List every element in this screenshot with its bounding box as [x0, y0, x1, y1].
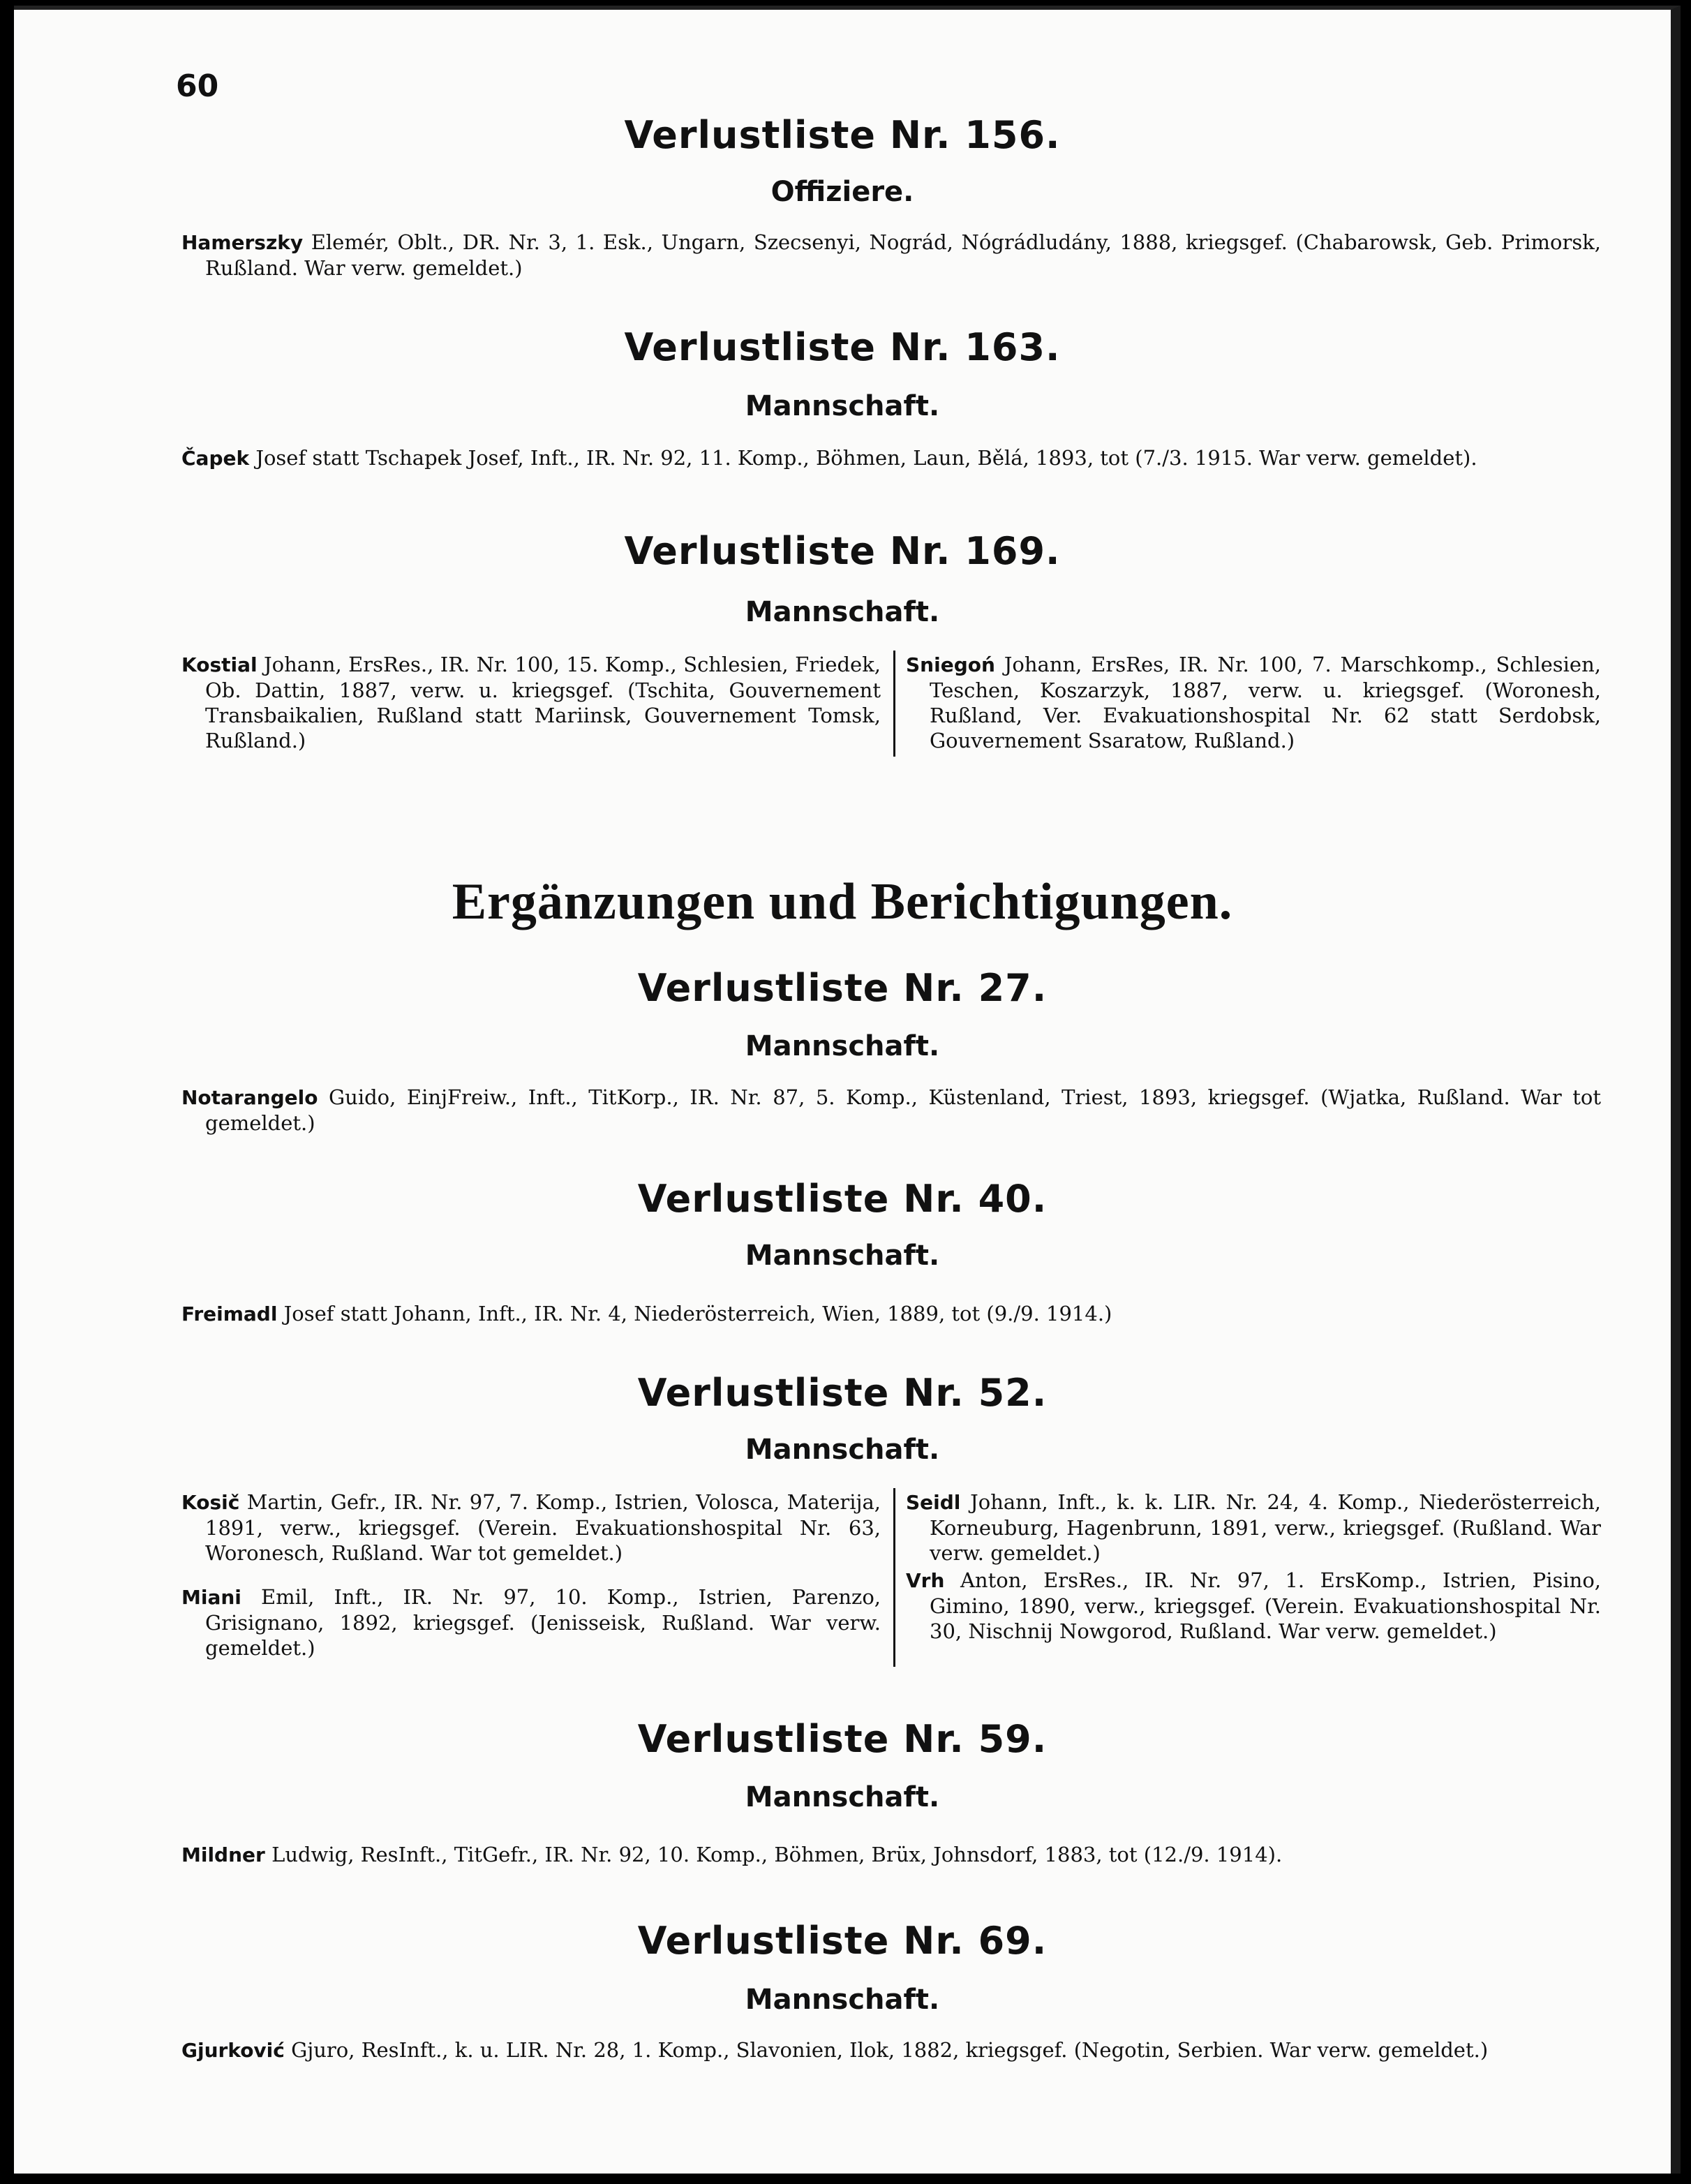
entry-text: Anton, ErsRes., IR. Nr. 97, 1. ErsKomp., Istrien, Pisino, Gimino, 1890, verw., kriegsgef. (Verein. Evakuationshospital Nr. 30, Nischnij Nowgorod, Rußland. War verw. gemeldet.) — [930, 1568, 1601, 1643]
list-item — [181, 1301, 1601, 1327]
section-subtitle: Mannschaft. — [745, 1781, 940, 1813]
section-title: Verlustliste Nr. 52. — [637, 1371, 1048, 1415]
section-title: Verlustliste Nr. 27. — [637, 966, 1048, 1010]
entry-text: Johann, Inft., k. k. LIR. Nr. 24, 4. Komp., Niederösterreich, Korneuburg, Hagenbrunn, 1891, verw., kriegsgef. (Rußland. War verw. gemeldet.) — [930, 1490, 1602, 1565]
section-title: Verlustliste Nr. 69. — [637, 1919, 1048, 1963]
entry-name: Hamerszky — [181, 231, 304, 254]
section-subtitle: Mannschaft. — [745, 1434, 940, 1466]
list-item — [181, 2037, 1601, 2063]
entry-name: Mildner — [181, 1843, 265, 1866]
list-item — [906, 1568, 1601, 1644]
entry-name: Vrh — [906, 1569, 945, 1592]
list-item — [181, 1085, 1601, 1136]
list-item — [181, 1842, 1601, 1868]
entry-name: Gjurković — [181, 2039, 285, 2062]
section-subtitle: Mannschaft. — [745, 1030, 940, 1062]
section-subtitle: Mannschaft. — [745, 596, 940, 628]
entry-name: Freimadl — [181, 1302, 278, 1325]
entry-text: Johann, ErsRes., IR. Nr. 100, 15. Komp., Schlesien, Friedek, Ob. Dattin, 1887, verw. u. kriegsgef. (Tschita, Gouvernement Transbaikalien, Rußland statt Mariinsk, Gouvernement Tomsk, Rußland.) — [205, 653, 881, 752]
list-item — [181, 652, 881, 753]
document-page — [14, 6, 1681, 2174]
entry-name: Sniegoń — [906, 653, 995, 676]
list-item — [181, 1490, 881, 1566]
section-title: Verlustliste Nr. 169. — [624, 529, 1061, 573]
section-subtitle: Mannschaft. — [745, 1984, 940, 2016]
section-subtitle: Mannschaft. — [745, 390, 940, 422]
entry-text: Ludwig, ResInft., TitGefr., IR. Nr. 92, 10. Komp., Böhmen, Brüx, Johnsdorf, 1883, tot (12./9. 1914). — [271, 1843, 1283, 1866]
entry-text: Johann, ErsRes, IR. Nr. 100, 7. Marschkomp., Schlesien, Teschen, Koszarzyk, 1887, verw. u. kriegsgef. (Woronesh, Rußland, Ver. Evakuationshospital Nr. 62 statt Serdobsk, Gouvernement Ssaratow, Rußland.) — [930, 653, 1601, 752]
list-item — [906, 1490, 1601, 1566]
entry-name: Seidl — [906, 1491, 961, 1514]
entry-name: Čapek — [181, 447, 250, 470]
section-title: Verlustliste Nr. 40. — [637, 1177, 1048, 1221]
list-item — [906, 652, 1601, 753]
list-item — [181, 1584, 881, 1661]
list-item — [181, 445, 1601, 471]
section-title: Verlustliste Nr. 163. — [624, 325, 1061, 369]
entry-name: Kosič — [181, 1491, 240, 1514]
entry-name: Notarangelo — [181, 1086, 318, 1109]
section-title: Verlustliste Nr. 59. — [637, 1717, 1048, 1761]
page-number: 60 — [176, 68, 219, 104]
entry-text: Josef statt Tschapek Josef, Inft., IR. Nr. 92, 11. Komp., Böhmen, Laun, Bělá, 1893, tot (7./3. 1915. War verw. gemeldet). — [255, 446, 1477, 470]
section-subtitle: Offiziere. — [770, 176, 914, 208]
entry-text: Emil, Inft., IR. Nr. 97, 10. Komp., Istrien, Parenzo, Grisignano, 1892, kriegsgef. (Jenisseisk, Rußland. War verw. gemeldet.) — [205, 1585, 881, 1660]
column-divider — [893, 651, 895, 757]
section-title: Verlustliste Nr. 156. — [624, 113, 1061, 157]
entry-name: Kostial — [181, 653, 258, 676]
entry-text: Josef statt Johann, Inft., IR. Nr. 4, Niederösterreich, Wien, 1889, tot (9./9. 1914.) — [283, 1302, 1112, 1325]
entry-name: Miani — [181, 1586, 241, 1609]
entry-text: Martin, Gefr., IR. Nr. 97, 7. Komp., Istrien, Volosca, Materija, 1891, verw., kriegsgef. (Verein. Evakuationshospital Nr. 63, Woronesch, Rußland. War tot gemeldet.) — [205, 1490, 881, 1565]
section-subtitle: Mannschaft. — [745, 1240, 940, 1272]
column-divider — [893, 1488, 895, 1667]
list-item — [181, 230, 1601, 281]
entry-text: Gjuro, ResInft., k. u. LIR. Nr. 28, 1. Komp., Slavonien, Ilok, 1882, kriegsgef. (Negotin, Serbien. War verw. gemeldet.) — [291, 2038, 1489, 2062]
page-title: Ergänzungen und Berichtigungen. — [452, 873, 1233, 930]
entry-text: Guido, EinjFreiw., Inft., TitKorp., IR. Nr. 87, 5. Komp., Küstenland, Triest, 1893, kriegsgef. (Wjatka, Rußland. War tot gemeldet.) — [205, 1085, 1601, 1135]
entry-text: Elemér, Oblt., DR. Nr. 3, 1. Esk., Ungarn, Szecsenyi, Nográd, Nógrádludány, 1888, kriegsgef. (Chabarowsk, Geb. Primorsk, Rußland. War verw. gemeldet.) — [205, 230, 1602, 280]
